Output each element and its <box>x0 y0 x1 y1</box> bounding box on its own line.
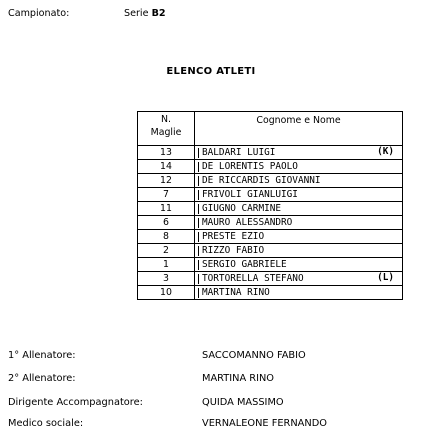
table-row <box>138 202 403 216</box>
row-divider <box>198 246 199 256</box>
table-row <box>138 146 403 160</box>
staff-role-label: Medico sociale: <box>8 418 84 429</box>
staff-role-label: 2° Allenatore: <box>8 373 76 384</box>
athlete-name: MARTINA RINO <box>202 286 270 298</box>
staff-person-name: QUIDA MASSIMO <box>202 397 284 408</box>
athlete-name-cell <box>195 202 403 216</box>
table-row <box>138 174 403 188</box>
row-divider <box>198 288 199 298</box>
athlete-name: GIUGNO CARMINE <box>202 202 282 214</box>
shirt-number: 10 <box>138 286 195 300</box>
athlete-name: PRESTE EZIO <box>202 230 265 242</box>
row-divider <box>198 232 199 242</box>
col-header-number-line2: Maglie <box>150 127 182 138</box>
shirt-number: 8 <box>138 230 195 244</box>
page-title: ELENCO ATLETI <box>166 66 256 77</box>
col-header-number <box>138 112 195 146</box>
table-row <box>138 230 403 244</box>
athlete-name-cell <box>195 272 403 286</box>
staff-person-name: VERNALEONE FERNANDO <box>202 418 327 429</box>
shirt-number: 11 <box>138 202 195 216</box>
athlete-name: TORTORELLA STEFANO <box>202 272 304 284</box>
role-tag: (K) <box>377 146 394 157</box>
row-divider <box>198 218 199 228</box>
staff-role-label: Dirigente Accompagnatore: <box>8 397 143 408</box>
row-divider <box>198 190 199 200</box>
row-divider <box>198 176 199 186</box>
row-divider <box>198 274 199 284</box>
role-tag: (L) <box>377 272 394 283</box>
table-row <box>138 272 403 286</box>
athlete-name: MAURO ALESSANDRO <box>202 216 293 228</box>
athlete-name: DE RICCARDIS GIOVANNI <box>202 174 321 186</box>
col-header-number-line1: N. <box>161 114 171 125</box>
shirt-number: 3 <box>138 272 195 286</box>
athlete-name-cell <box>195 258 403 272</box>
table-row <box>138 188 403 202</box>
athlete-name-cell <box>195 216 403 230</box>
athlete-name: BALDARI LUIGI <box>202 146 276 158</box>
table-row <box>138 160 403 174</box>
shirt-number: 14 <box>138 160 195 174</box>
staff-person-name: SACCOMANNO FABIO <box>202 350 306 361</box>
staff-role-label: 1° Allenatore: <box>8 350 76 361</box>
campionato-label: Campionato: <box>8 8 70 19</box>
campionato-value <box>124 8 166 19</box>
athlete-name-cell <box>195 174 403 188</box>
athletes-table <box>137 111 403 300</box>
athlete-name-cell <box>195 244 403 258</box>
table-row <box>138 244 403 258</box>
athlete-name-cell <box>195 230 403 244</box>
athlete-name: RIZZO FABIO <box>202 244 265 256</box>
row-divider <box>198 148 199 158</box>
shirt-number: 12 <box>138 174 195 188</box>
athlete-name: FRIVOLI GIANLUIGI <box>202 188 298 200</box>
athlete-name: DE LORENTIS PAOLO <box>202 160 298 172</box>
table-row <box>138 286 403 300</box>
shirt-number: 6 <box>138 216 195 230</box>
table-row <box>138 258 403 272</box>
table-row <box>138 216 403 230</box>
serie-prefix: Serie <box>124 8 149 19</box>
row-divider <box>198 204 199 214</box>
staff-person-name: MARTINA RINO <box>202 373 275 384</box>
shirt-number: 2 <box>138 244 195 258</box>
athlete-name-cell <box>195 188 403 202</box>
athlete-name-cell <box>195 146 403 160</box>
shirt-number: 7 <box>138 188 195 202</box>
table-header-row <box>138 112 403 146</box>
athlete-name: SERGIO GABRIELE <box>202 258 287 270</box>
serie-code: B2 <box>151 8 166 19</box>
shirt-number: 1 <box>138 258 195 272</box>
athlete-name-cell <box>195 286 403 300</box>
row-divider <box>198 162 199 172</box>
col-header-name: Cognome e Nome <box>195 112 403 146</box>
shirt-number: 13 <box>138 146 195 160</box>
athlete-name-cell <box>195 160 403 174</box>
row-divider <box>198 260 199 270</box>
